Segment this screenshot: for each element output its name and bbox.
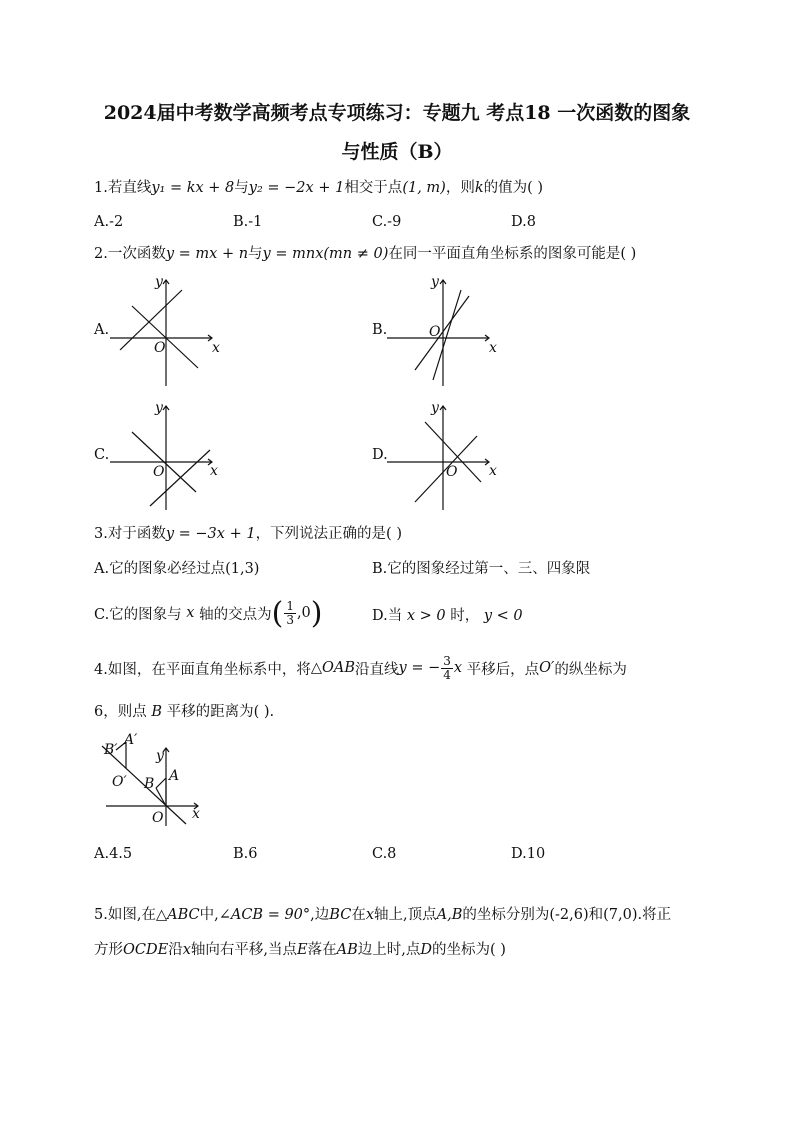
line-1 [120, 290, 182, 350]
x-label: x [489, 463, 497, 479]
page-title: 2024届中考数学高频考点专项练习：专题九 考点18 一次函数的图象 [103, 102, 691, 124]
origin-label: O [154, 340, 166, 356]
q3-option-a: A.它的图象必经过点(1,3) [94, 561, 260, 577]
label-a: A [169, 768, 180, 784]
q3-option-c: C.它的图象与 x 轴的交点为 ( $\frac{1}{3}$ ,0 ) [94, 595, 323, 631]
label-a-prime: A′ [124, 732, 138, 748]
q4-option-c: C.8 [372, 846, 397, 862]
question-4-continued: 6，则点 B 平移的距离为( ). [94, 704, 275, 720]
q2-graph-b [385, 272, 505, 390]
q1-option-a: A.-2 [94, 214, 124, 230]
y-label: y [431, 274, 439, 290]
q4-option-a: A.4.5 [94, 846, 133, 862]
q2-label-a: A. [94, 322, 110, 338]
origin-label: O [153, 464, 165, 480]
x-label: x [212, 340, 220, 356]
q2-graph-c [110, 398, 230, 514]
question-3: 3.对于函数y = −3x + 1，下列说法正确的是( ) [94, 526, 402, 542]
question-5: 5.如图,在△ABC中,∠ACB = 90°,边BC在x轴上,顶点A,B的坐标分别为(-2,6)和(7,0).将正 [94, 907, 672, 923]
q1-option-b: B.-1 [233, 214, 263, 230]
q2-graph-d [385, 398, 505, 514]
question-1: 1.若直线y₁ = kx + 8与y₂ = −2x + 1相交于点(1, m)，则k的值为( ) [94, 180, 544, 196]
question-5-continued: 方形OCDE沿x轴向右平移,当点E落在AB边上时,点D的坐标为( ) [94, 942, 506, 958]
line-1 [415, 296, 469, 370]
q2-label-d: D. [372, 447, 388, 463]
q3-option-b: B.它的图象经过第一、三、四象限 [372, 561, 591, 577]
label-b-prime: B′ [104, 742, 118, 758]
q1-point: (1, m) [402, 180, 446, 196]
x-label: x [210, 463, 218, 479]
question-2: 2.一次函数y = mx + n与y = mnx(mn ≠ 0)在同一平面直角坐标系的图象可能是( ) [94, 246, 637, 262]
q4-figure [100, 728, 210, 828]
label-y: y [156, 748, 164, 764]
q1-eq2: y₂ = −2x + 1 [248, 180, 345, 196]
q2-label-b: B. [372, 322, 388, 338]
q1-eq1: y₁ = kx + 8 [151, 180, 235, 196]
segment-ab [156, 778, 166, 788]
page-title-continued: 与性质（B） [341, 141, 453, 163]
y-label: y [155, 274, 163, 290]
q3-option-d: D.当 x > 0 时， y < 0 [372, 608, 523, 624]
question-4: 4.如图，在平面直角坐标系中，将 △OAB 沿直线 y = − $\frac{3}{4}$ x 平移后，点 O′ 的纵坐标为 [94, 653, 627, 682]
q2-graph-a [110, 272, 230, 390]
line-2 [132, 306, 198, 368]
y-label: y [431, 400, 439, 416]
origin-label: O [446, 464, 458, 480]
label-x: x [192, 806, 200, 822]
q4-option-d: D.10 [511, 846, 546, 862]
label-o-prime: O′ [112, 774, 127, 790]
q1-option-c: C.-9 [372, 214, 402, 230]
q1-option-d: D.8 [511, 214, 536, 230]
q2-label-c: C. [94, 447, 110, 463]
label-b: B [144, 776, 155, 792]
q3-fraction: $\frac{1}{3}$ [286, 598, 294, 627]
origin-label: O [429, 324, 441, 340]
q4-fraction: $\frac{3}{4}$ [443, 653, 451, 682]
y-label: y [155, 400, 163, 416]
x-label: x [489, 340, 497, 356]
q4-option-b: B.6 [233, 846, 258, 862]
label-o: O [152, 810, 164, 826]
